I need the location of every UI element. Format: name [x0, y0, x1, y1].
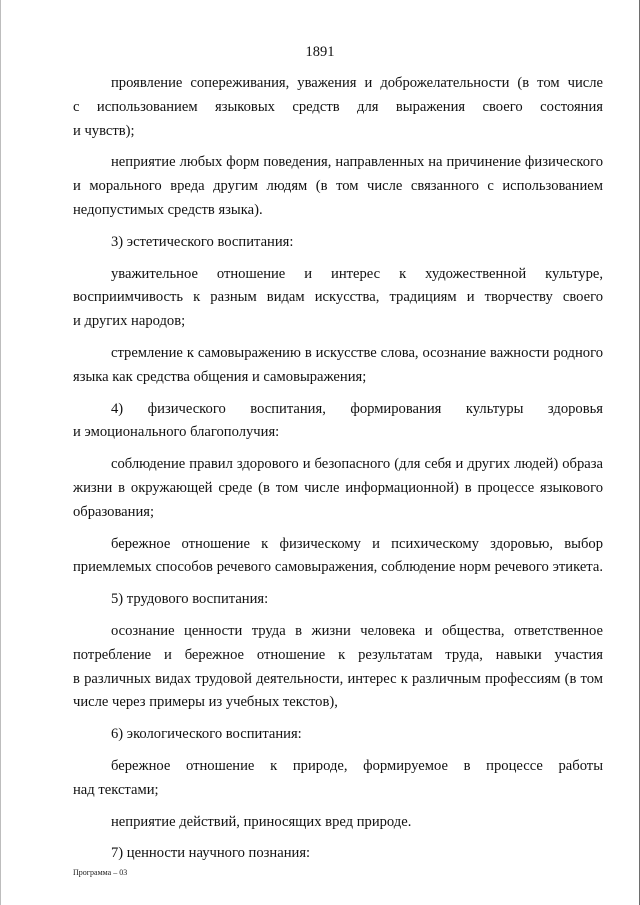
text-line: приемлемых способов речевого самовыражения, соблюдение норм речевого этикета.: [73, 559, 603, 576]
text-line: стремление к самовыражению в искусстве слова, осознание важности родного: [111, 344, 603, 361]
text-line: и других народов;: [73, 313, 186, 330]
text-line: недопустимых средств языка).: [73, 201, 263, 218]
text-line: бережное отношение к физическому и психическому здоровью, выбор: [111, 535, 603, 552]
footer-note: Программа – 03: [73, 868, 128, 877]
text-line: и эмоционального благополучия:: [73, 424, 280, 441]
text-line: 6) экологического воспитания:: [111, 726, 302, 743]
text-line: 7) ценности научного познания:: [111, 845, 311, 862]
text-line: в различных видах трудовой деятельности, интерес к различным профессиям (в том: [73, 670, 603, 687]
document-body: [73, 72, 603, 866]
text-line: с использованием языковых средств для выражения своего состояния: [73, 98, 603, 115]
text-line: потребление и бережное отношение к результатам труда, навыки участия: [73, 646, 603, 663]
text-line: уважительное отношение и интерес к художественной культуре,: [111, 265, 603, 282]
text-line: 3) эстетического воспитания:: [111, 233, 294, 250]
text-line: 5) трудового воспитания:: [111, 591, 269, 608]
text-line: языка как средства общения и самовыражения;: [73, 368, 367, 385]
text-line: неприятие любых форм поведения, направленных на причинение физического: [111, 154, 603, 171]
text-line: неприятие действий, приносящих вред природе.: [111, 813, 412, 830]
text-line: восприимчивость к разным видам искусства, традициям и творчеству своего: [73, 289, 603, 306]
text-line: числе через примеры из учебных текстов),: [73, 694, 338, 711]
text-line: бережное отношение к природе, формируемое в процессе работы: [111, 757, 603, 774]
text-line: проявление сопереживания, уважения и доброжелательности (в том числе: [111, 75, 603, 91]
text-line: и морального вреда другим людям (в том числе связанного с использованием: [73, 178, 603, 195]
text-line: над текстами;: [73, 781, 159, 798]
text-line: осознание ценности труда в жизни человека и общества, ответственное: [111, 622, 603, 639]
text-line: соблюдение правил здорового и безопасного (для себя и других людей) образа: [111, 456, 603, 473]
text-line: образования;: [73, 503, 155, 520]
text-line: 4) физического воспитания, формирования культуры здоровья: [111, 400, 603, 417]
page-number: 1891: [305, 44, 335, 60]
text-line: и чувств);: [73, 122, 135, 139]
text-line: жизни в окружающей среде (в том числе информационной) в процессе языкового: [73, 479, 603, 496]
